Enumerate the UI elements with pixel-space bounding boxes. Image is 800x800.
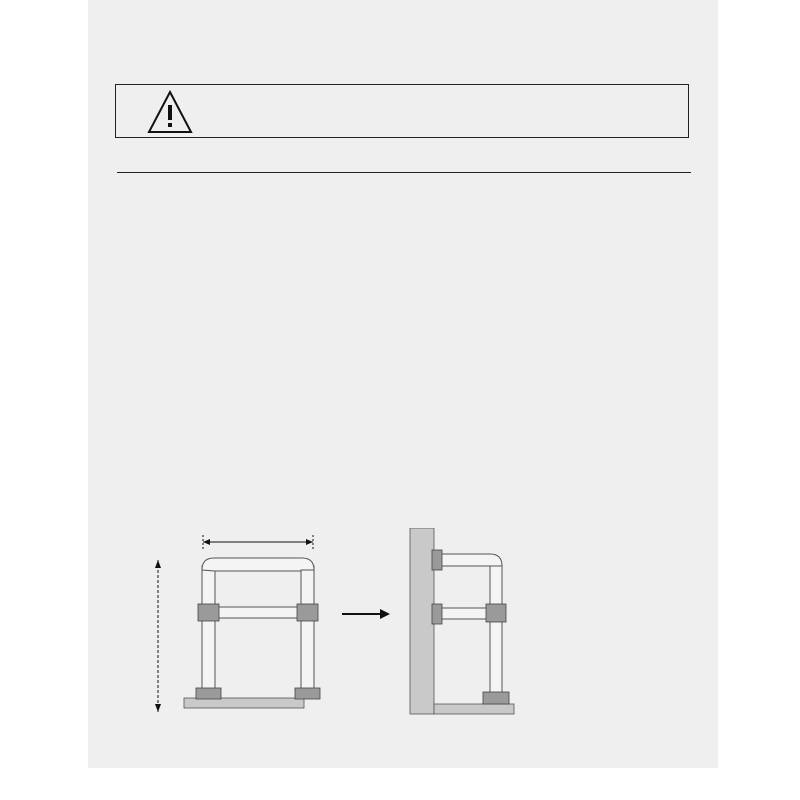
- warning-box: [115, 84, 689, 138]
- figure2-side-view-drawing: [406, 528, 526, 718]
- instruction-card: [88, 0, 718, 768]
- warning-triangle-icon: [146, 89, 194, 135]
- right-arrow-icon: [342, 608, 392, 620]
- figure1-handrail-drawing: [148, 530, 328, 720]
- section-divider: [117, 172, 691, 173]
